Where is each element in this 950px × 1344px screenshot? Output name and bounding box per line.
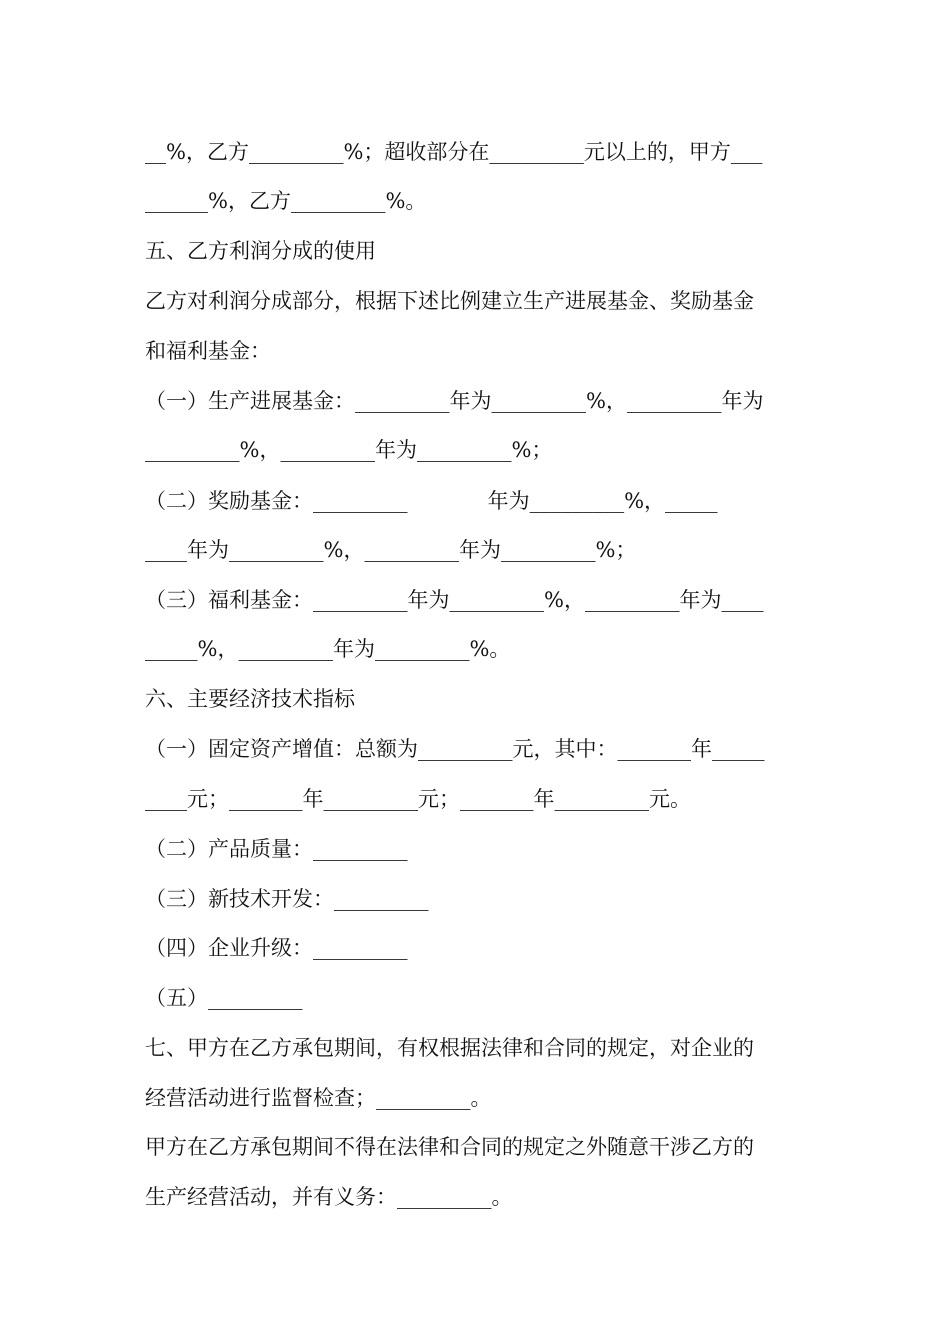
text-line: 甲方在乙方承包期间不得在法律和合同的规定之外随意干涉乙方的: [145, 1135, 754, 1159]
text-line: _____%，_________年为_________%。: [145, 637, 511, 661]
text-line: （五）_________: [145, 986, 303, 1010]
section-heading: 五、乙方利润分成的使用: [145, 239, 376, 263]
text-line: 生产经营活动，并有义务：_________。: [145, 1185, 513, 1209]
text-line: （一）生产进展基金：_________年为_________%，_________年为: [145, 389, 764, 413]
text-line: 和福利基金：: [145, 339, 271, 363]
text-line: 乙方对利润分成部分，根据下述比例建立生产进展基金、奖励基金: [145, 289, 754, 313]
text-line: 经营活动进行监督检查；_________。: [145, 1086, 492, 1110]
text-line: ______%，乙方_________%。: [145, 189, 427, 213]
text-line: （四）企业升级：_________: [145, 936, 408, 960]
text-line: （一）固定资产增值：总额为_________元，其中：_______年_____: [145, 737, 765, 761]
section-heading: 七、甲方在乙方承包期间，有权根据法律和合同的规定，对企业的: [145, 1036, 754, 1060]
text-line: （三）福利基金：_________年为_________%，_________年为____: [145, 588, 764, 612]
text-line: ____年为_________%，_________年为_________%；: [145, 538, 637, 562]
text-line: （二）产品质量：_________: [145, 837, 408, 861]
text-line: ____元；_______年_________元；_______年_________元。: [145, 787, 691, 811]
text-line: （二）奖励基金：_________ 年为_________%，_____: [145, 489, 718, 513]
text-line: __%，乙方_________%；超收部分在_________元以上的，甲方___: [145, 140, 763, 164]
text-line: （三）新技术开发：_________: [145, 887, 429, 911]
text-line: _________%，_________年为_________%；: [145, 438, 553, 462]
section-heading: 六、主要经济技术指标: [145, 687, 355, 711]
